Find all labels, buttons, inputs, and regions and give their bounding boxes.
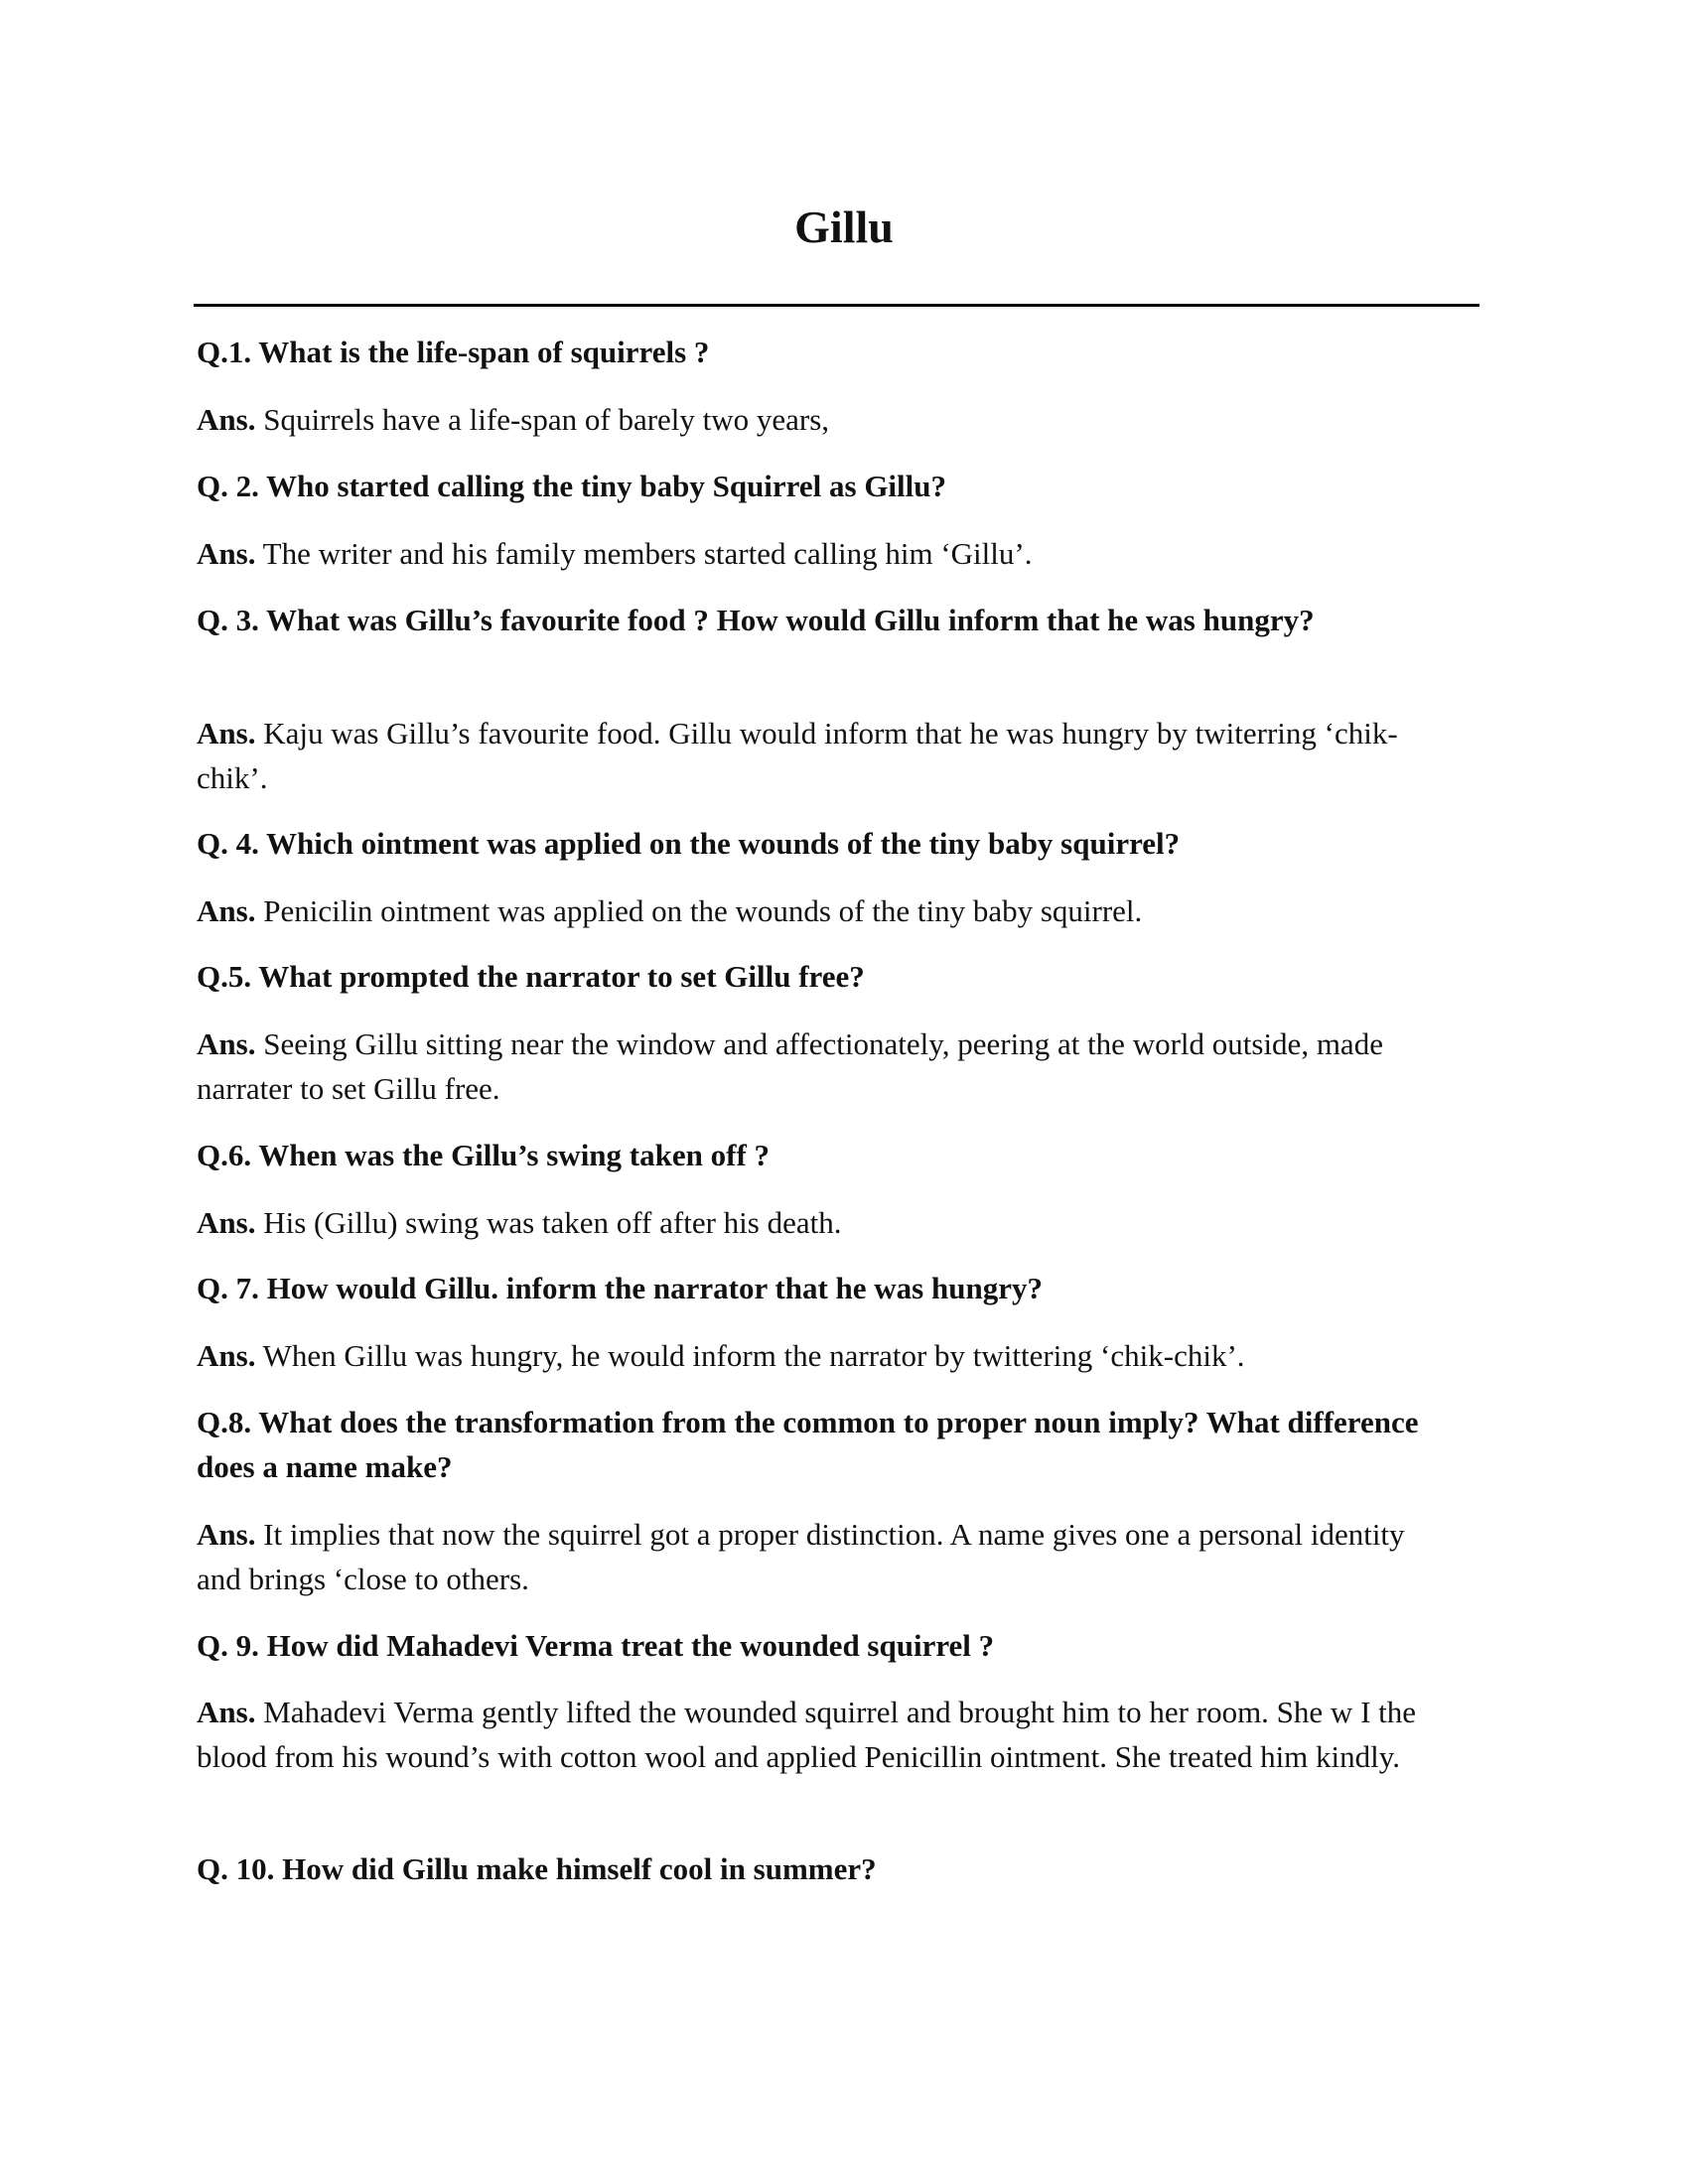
question-7: Q. 7. How would Gillu. inform the narrator that he was hungry? (197, 1271, 1043, 1305)
question-8: Q.8. What does the transformation from the common to proper noun imply? What difference does a name make? (197, 1405, 1419, 1484)
answer-label: Ans. (197, 536, 256, 571)
answer-2 (197, 531, 1487, 576)
answer-label: Ans. (197, 1517, 256, 1552)
question-1: Q.1. What is the life-span of squirrels ? (197, 335, 710, 369)
question-9: Q. 9. How did Mahadevi Verma treat the wounded squirrel ? (197, 1628, 995, 1663)
page-title: Gillu (794, 202, 894, 252)
answer-text: Mahadevi Verma gently lifted the wounded squirrel and brought him to her room. She w I the blood from his wound’s with cotton wool and applied Penicillin ointment. She treated him kindly. (197, 1695, 1417, 1774)
answer-text: Kaju was Gillu’s favourite food. Gillu would inform that he was hungry by twiterring ‘chik-chik’. (197, 716, 1398, 795)
answer-label: Ans. (197, 716, 256, 751)
question-4: Q. 4. Which ointment was applied on the wounds of the tiny baby squirrel? (197, 826, 1181, 861)
question-2: Q. 2. Who started calling the tiny baby Squirrel as Gillu? (197, 469, 947, 503)
answer-8 (197, 1512, 1438, 1601)
answer-text: When Gillu was hungry, he would inform the narrator by twittering ‘chik-chik’. (262, 1338, 1245, 1373)
answer-4 (197, 888, 1487, 933)
answer-label: Ans. (197, 1026, 256, 1061)
answer-label: Ans. (197, 1205, 256, 1240)
title-divider (194, 304, 1479, 307)
answer-text: The writer and his family members started calling him ‘Gillu’. (262, 536, 1033, 571)
answer-label: Ans. (197, 1695, 256, 1729)
answer-6 (197, 1200, 1487, 1245)
answer-7 (197, 1333, 1587, 1378)
answer-1 (197, 397, 1487, 442)
question-3: Q. 3. What was Gillu’s favourite food ? How would Gillu inform that he was hungry? (197, 603, 1315, 637)
question-5: Q.5. What prompted the narrator to set Gillu free? (197, 959, 865, 994)
answer-3 (197, 711, 1418, 800)
answer-label: Ans. (197, 402, 256, 437)
answer-text: His (Gillu) swing was taken off after his death. (263, 1205, 842, 1240)
answer-text: Squirrels have a life-span of barely two years, (263, 402, 830, 437)
question-6: Q.6. When was the Gillu’s swing taken off ? (197, 1138, 771, 1172)
answer-label: Ans. (197, 893, 256, 928)
answer-9 (197, 1690, 1448, 1779)
answer-text: It implies that now the squirrel got a proper distinction. A name gives one a personal identity and brings ‘close to others. (197, 1517, 1405, 1596)
answer-5 (197, 1022, 1448, 1111)
answer-text: Penicilin ointment was applied on the wounds of the tiny baby squirrel. (263, 893, 1143, 928)
question-10: Q. 10. How did Gillu make himself cool in summer? (197, 1851, 877, 1886)
answer-text: Seeing Gillu sitting near the window and affectionately, peering at the world outside, made narrater to set Gillu free. (197, 1026, 1383, 1106)
answer-label: Ans. (197, 1338, 256, 1373)
